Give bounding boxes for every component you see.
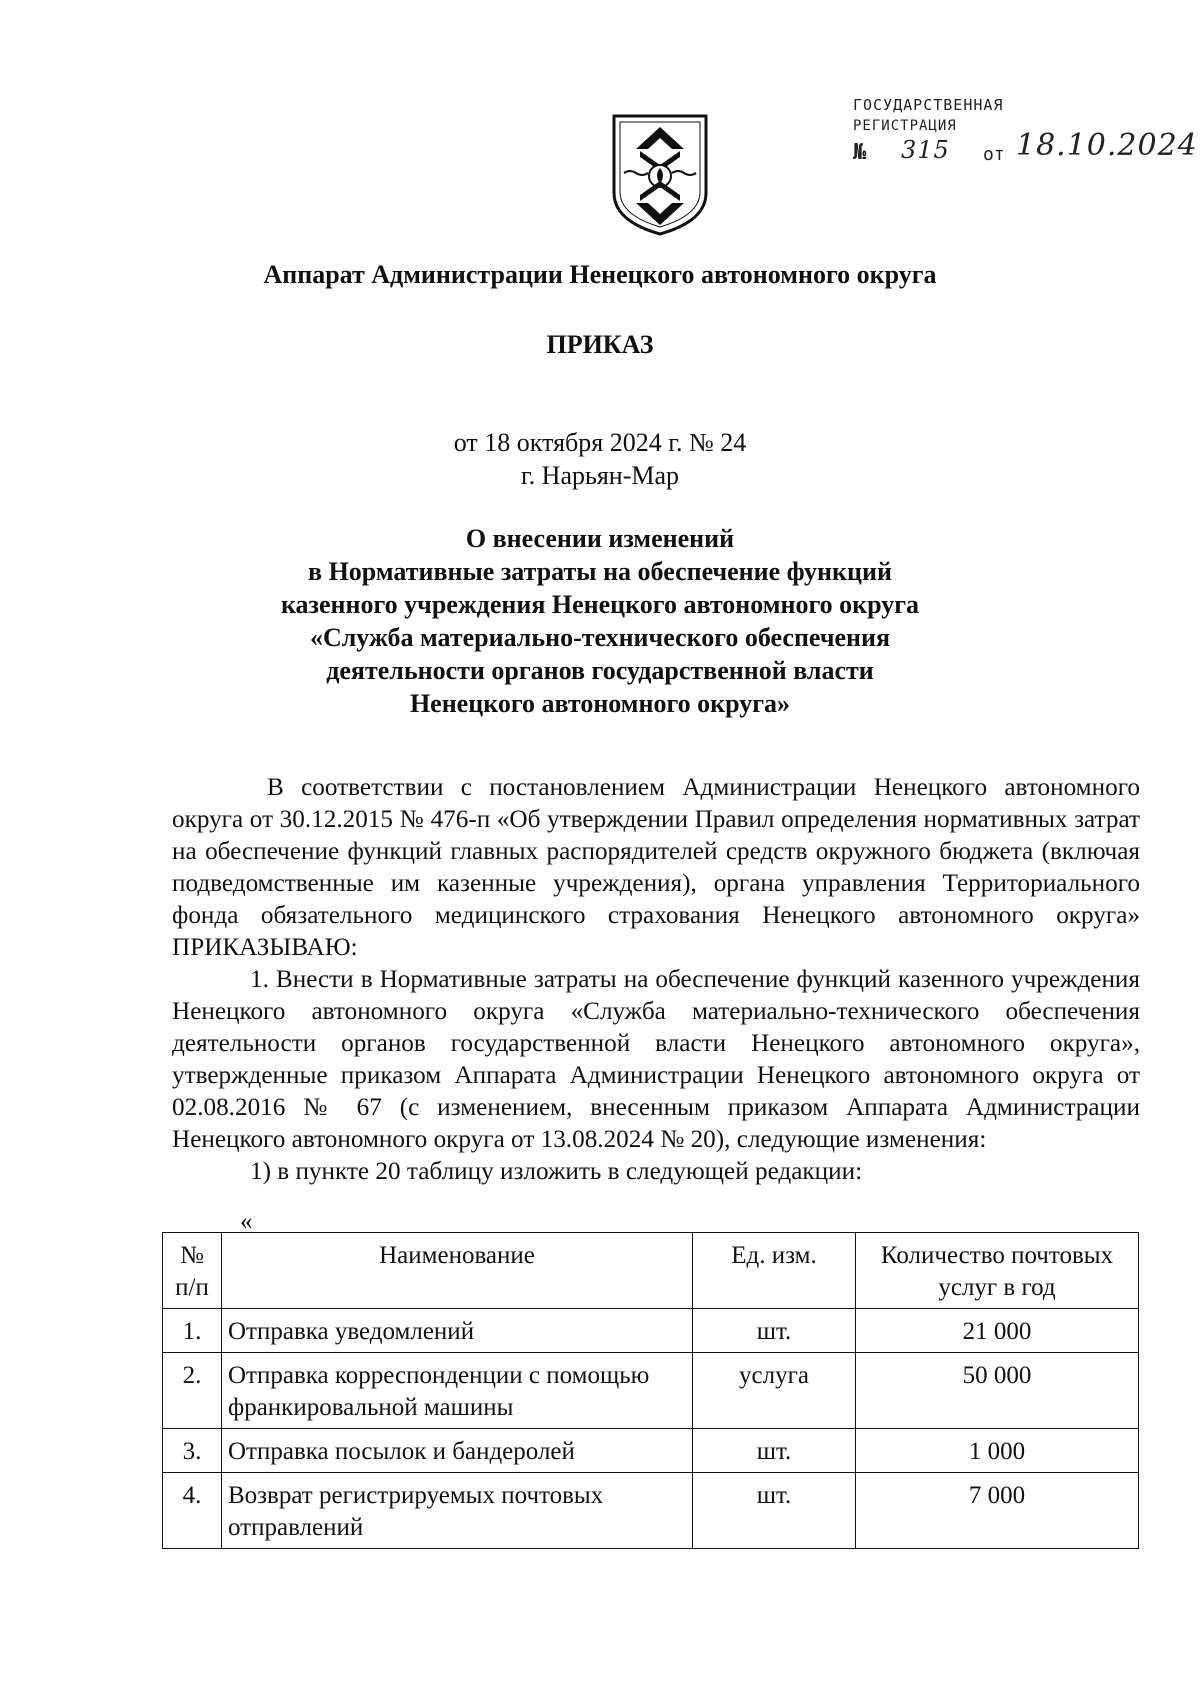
opening-quote: « [240,1208,253,1235]
row-num: 4. [163,1473,222,1549]
document-city: г. Нарьян-Мар [520,461,680,490]
stamp-number-row [853,128,1198,165]
subitem-1-paragraph: 1) в пункте 20 таблицу изложить в следующей редакции: [250,1158,863,1185]
title-line: в Нормативные затраты на обеспечение функций [308,557,892,586]
table-row [163,1473,1139,1549]
stamp-line-2: РЕГИСТРАЦИЯ [853,118,957,134]
row-qty: 1 000 [856,1429,1139,1473]
row-name: Отправка корреспонденции с помощью франкировальной машины [222,1353,693,1429]
stamp-date-label: от [983,144,1005,165]
header-unit: Ед. изм. [693,1233,856,1309]
document-body [172,772,1140,1188]
row-num: 1. [163,1309,222,1353]
row-name: Отправка посылок и бандеролей [222,1429,693,1473]
row-unit: шт. [693,1473,856,1549]
table-row [163,1429,1139,1473]
stamp-number-value: 315 [901,136,950,164]
row-unit: услуга [693,1353,856,1429]
stamp-date-value: 18.10.2024 [1016,128,1198,163]
table-row [163,1309,1139,1353]
table-header-row [163,1233,1139,1309]
organization-name: Аппарат Администрации Ненецкого автономного округа [263,260,937,289]
title-line: «Служба материально-технического обеспечения [309,623,891,652]
row-unit: шт. [693,1429,856,1473]
row-num: 2. [163,1353,222,1429]
row-qty: 21 000 [856,1309,1139,1353]
header-name: Наименование [222,1233,693,1309]
row-unit: шт. [693,1309,856,1353]
item-1-paragraph: 1. Внести в Нормативные затраты на обеспечение функций казенного учреждения Ненецкого автономного округа «Служба материально-технического обеспечения деятельности органов государственной власти Ненецкого автономного округа», утвержденные приказом Аппарата Администрации Ненецкого автономного округа от 02.08.2016 № 67 (с изменением, внесенным приказом Аппарата Администрации Ненецкого автономного округа от 13.08.2024 № 20), следующие изменения: [172,966,1140,1153]
coat-of-arms-emblem [610,113,710,237]
row-num: 3. [163,1429,222,1473]
stamp-number-label: № [853,140,867,165]
row-name: Возврат регистрируемых почтовых отправлений [222,1473,693,1549]
postal-services-table [162,1232,1139,1549]
preamble-paragraph: В соответствии с постановлением Администрации Ненецкого автономного округа от 30.12.2015 № 476-п «Об утверждении Правил определения нормативных затрат на обеспечение функций главных распорядителей средств окружного бюджета (включая подведомственные им казенные учреждения), органа управления Территориального фонда обязательного медицинского страхования Ненецкого автономного округа» ПРИКАЗЫВАЮ: [172,774,1140,961]
table-row [163,1353,1139,1429]
document-date-number: от 18 октября 2024 г. № 24 [453,428,747,457]
title-line: О внесении изменений [465,524,735,553]
row-name: Отправка уведомлений [222,1309,693,1353]
header-num: № п/п [163,1233,222,1309]
document-type: ПРИКАЗ [546,330,654,359]
title-line: Ненецкого автономного округа» [409,689,791,718]
document-title [0,522,1200,720]
stamp-line-1: ГОСУДАРСТВЕННАЯ [853,96,1004,114]
title-line: деятельности органов государственной власти [326,656,874,685]
row-qty: 7 000 [856,1473,1139,1549]
title-line: казенного учреждения Ненецкого автономного округа [280,590,920,619]
header-qty: Количество почтовых услуг в год [856,1233,1139,1309]
row-qty: 50 000 [856,1353,1139,1429]
